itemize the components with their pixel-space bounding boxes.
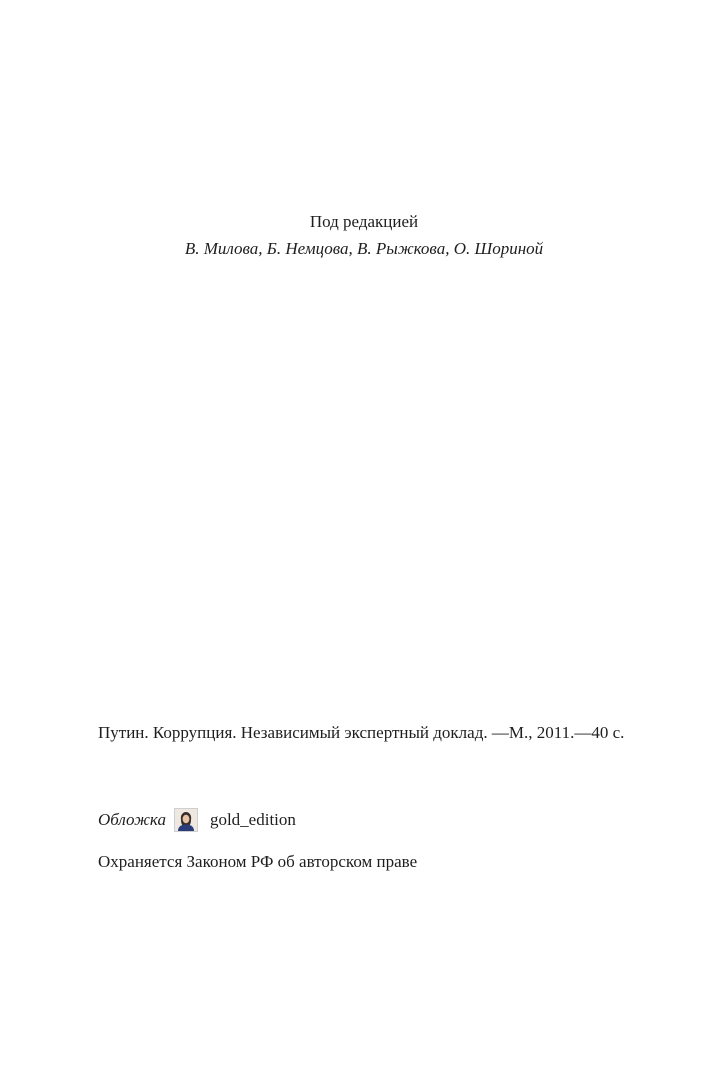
cover-author[interactable]: gold_edition [209, 810, 296, 829]
bibliographic-citation: Путин. Коррупция. Независимый экспертный доклад. —М., 2011.—40 с. [98, 723, 625, 742]
editor-label: Под редакцией [309, 212, 419, 231]
cover-label: Обложка [98, 810, 166, 829]
editor-names: В. Милова, Б. Немцова, В. Рыжкова, О. Шориной [184, 239, 544, 258]
cover-credit [98, 808, 296, 832]
copyright-notice: Охраняется Законом РФ об авторском праве [98, 852, 418, 871]
user-avatar-icon[interactable] [174, 808, 198, 832]
user-avatar-svg [175, 809, 197, 831]
